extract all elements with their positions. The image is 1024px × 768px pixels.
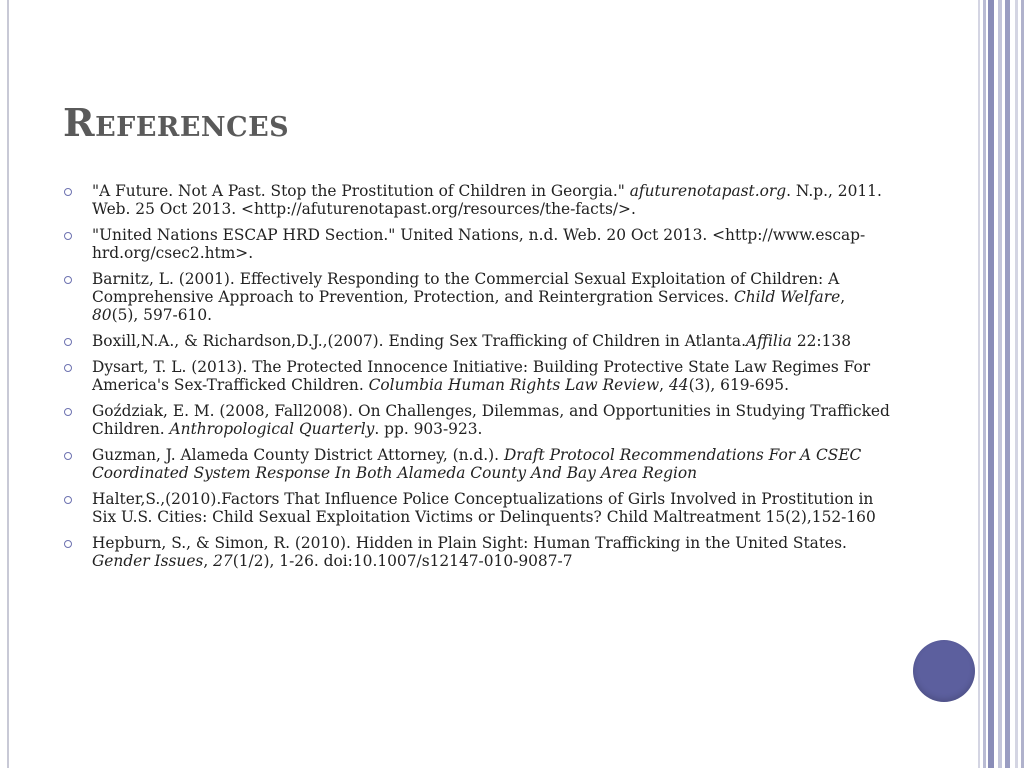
bullet-icon [64, 540, 72, 548]
reference-item [64, 402, 890, 438]
stripe [988, 0, 994, 768]
reference-italic-text: Columbia Human Rights Law Review [368, 376, 660, 394]
slide-title: References [63, 100, 290, 145]
bullet-icon [64, 496, 72, 504]
stripe [978, 0, 980, 768]
reference-text: , [659, 376, 669, 394]
bullet-icon [64, 338, 72, 346]
reference-item [64, 534, 890, 570]
reference-text: "United Nations ESCAP HRD Section." United Nations, n.d. Web. 20 Oct 2013. <http://www.escap-hrd.org/csec2.htm>. [92, 226, 866, 262]
reference-text: Goździak, E. M. (2008, Fall2008). On Challenges, Dilemmas, and Opportunities in Studying Trafficked Children. [92, 402, 890, 438]
reference-item [64, 182, 890, 218]
bullet-icon [64, 276, 72, 284]
bullet-icon [64, 452, 72, 460]
reference-italic-text: 80 [92, 306, 112, 324]
reference-item [64, 358, 890, 394]
reference-text: Guzman, J. Alameda County District Attorney, (n.d.). [92, 446, 504, 464]
reference-item [64, 446, 890, 482]
reference-italic-text: afuturenotapast.org [629, 182, 787, 200]
reference-text: Boxill,N.A., & Richardson,D.J.,(2007). Ending Sex Trafficking of Children in Atlanta. [92, 332, 746, 350]
reference-italic-text: Gender Issues [92, 552, 204, 570]
left-border-line [7, 0, 9, 768]
reference-item [64, 226, 890, 262]
reference-italic-text: Child Welfare [733, 288, 841, 306]
reference-text: , [840, 288, 846, 306]
reference-text: , [203, 552, 214, 570]
reference-text: Dysart, T. L. (2013). The Protected Innocence Initiative: Building Protective State Law Regimes For America's Sex-Trafficked Children. [92, 358, 871, 394]
reference-italic-text: 44 [668, 376, 689, 394]
reference-italic-text: 27 [213, 552, 233, 570]
stripe [983, 0, 986, 768]
bullet-icon [64, 188, 72, 196]
stripe [1015, 0, 1018, 768]
reference-text: Barnitz, L. (2001). Effectively Responding to the Commercial Sexual Exploitation of Children: A Comprehensive Approach to Prevention, Protection, and Reintergration Services. [92, 270, 840, 306]
stripe [998, 0, 1002, 768]
reference-list [64, 182, 890, 578]
bullet-icon [64, 364, 72, 372]
right-decorative-stripes [976, 0, 1024, 768]
reference-text: . pp. 903-923. [374, 420, 483, 438]
reference-text: Halter,S.,(2010).Factors That Influence Police Conceptualizations of Girls Involved in Prostitution in Six U.S. Cities: Child Sexual Exploitation Victims or Delinquents? Child Maltreatment 15(2),152-160 [92, 490, 876, 526]
reference-italic-text: Anthropological Quarterly [169, 420, 375, 438]
reference-text: (1/2), 1-26. doi:10.1007/s12147-010-9087-7 [232, 552, 573, 570]
reference-text: . N.p., 2011. Web. 25 Oct 2013. <http://afuturenotapast.org/resources/the-facts/>. [92, 182, 882, 218]
reference-text: (3), 619-695. [688, 376, 789, 394]
reference-text: 22:138 [791, 332, 851, 350]
bullet-icon [64, 232, 72, 240]
reference-text: "A Future. Not A Past. Stop the Prostitution of Children in Georgia." [92, 182, 630, 200]
reference-item [64, 490, 890, 526]
reference-text: Hepburn, S., & Simon, R. (2010). Hidden in Plain Sight: Human Trafficking in the United States. [92, 534, 847, 552]
bullet-icon [64, 408, 72, 416]
reference-italic-text: Draft Protocol Recommendations For A CSEC Coordinated System Response In Both Alameda County And Bay Area Region [92, 446, 862, 482]
stripe [1005, 0, 1010, 768]
reference-text: (5), 597-610. [111, 306, 213, 324]
reference-italic-text: Affilia [745, 332, 792, 350]
reference-item [64, 332, 890, 350]
reference-item [64, 270, 890, 324]
decorative-circle [913, 640, 975, 702]
